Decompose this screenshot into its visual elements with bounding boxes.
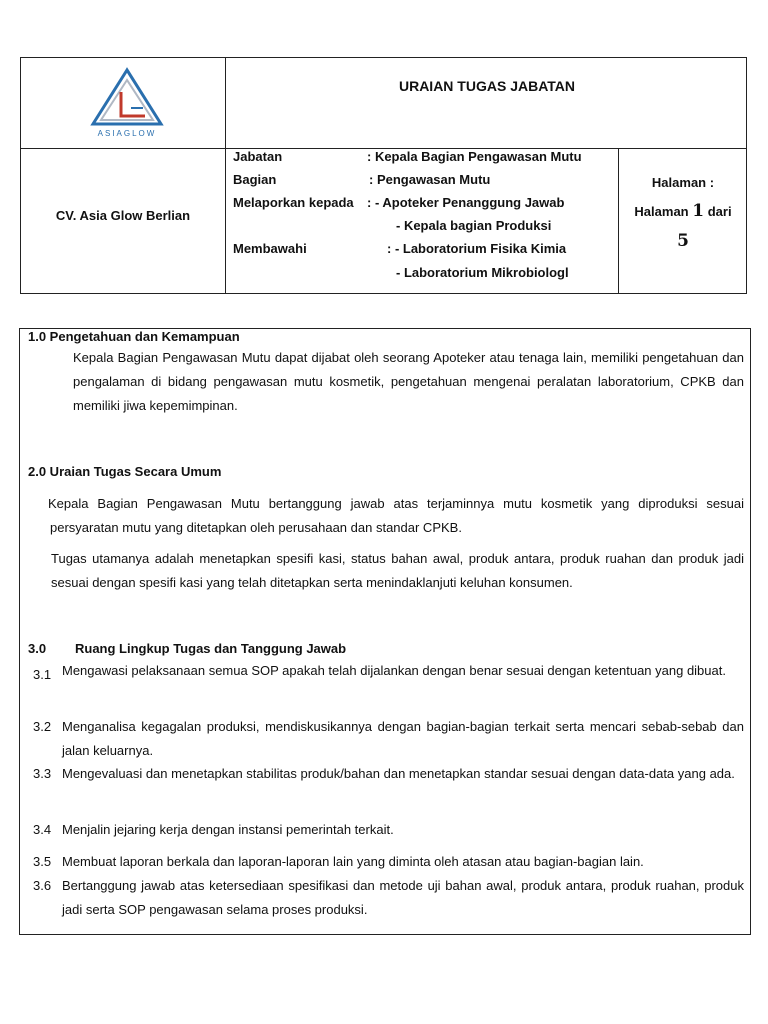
section-1-text: Kepala Bagian Pengawasan Mutu dapat dijabat oleh seorang Apoteker atau tenaga lain, memiliki pengetahuan dan pengalaman di bidang pengawasan mutu kosmetik, pengetahuan mengenai peralatan laboratorium, CPKB dan memiliki jiwa kepemimpinan. xyxy=(73,350,744,413)
jabatan-label: Jabatan xyxy=(233,149,283,164)
company-name: CV. Asia Glow Berlian xyxy=(55,208,191,223)
document-title: URAIAN TUGAS JABATAN xyxy=(398,78,576,94)
halaman-label: Halaman : xyxy=(651,175,715,190)
item-number: 3.3 xyxy=(33,766,52,781)
membawahi-value-1: : - Laboratorium Fisika Kimia xyxy=(387,241,567,256)
item-number: 3.1 xyxy=(33,667,52,682)
halaman-total: 5 xyxy=(677,231,689,251)
item-number: 3.5 xyxy=(33,854,52,869)
item-number: 3.2 xyxy=(33,719,52,734)
bagian-label: Bagian xyxy=(233,172,277,187)
list-item: Membuat laporan berkala dan laporan-laporan lain yang diminta oleh atasan atau bagian-bagian lain. xyxy=(62,854,644,869)
logo-text: ASIAGLOW xyxy=(97,129,157,138)
halaman-num: 1 xyxy=(692,201,705,221)
jabatan-value: : Kepala Bagian Pengawasan Mutu xyxy=(367,149,582,164)
section-3-number: 3.0 xyxy=(28,641,47,656)
halaman-count xyxy=(619,201,747,221)
halaman-prefix: Halaman xyxy=(634,204,689,219)
bagian-value: : Pengawasan Mutu xyxy=(369,172,491,187)
page-number-box xyxy=(619,149,747,294)
membawahi-value-2: - Laboratorium Mikrobiologl xyxy=(396,265,569,280)
section-3-title: Ruang Lingkup Tugas dan Tanggung Jawab xyxy=(75,641,347,656)
membawahi-label: Membawahi xyxy=(233,241,307,256)
melapor-value-2: - Kepala bagian Produksi xyxy=(396,218,552,233)
list-item: Bertanggung jawab atas ketersediaan spesifikasi dan metode uji bahan awal, produk antara, produk ruahan, produk jadi serta SOP pengawasan selama proses produksi. xyxy=(62,878,744,917)
item-number: 3.6 xyxy=(33,878,52,893)
melapor-label: Melaporkan kepada xyxy=(233,195,354,210)
company-logo xyxy=(87,66,167,142)
content-box xyxy=(19,328,751,935)
section-2-para-2: Tugas utamanya adalah menetapkan spesifi kasi, status bahan awal, produk antara, produk ruahan dan produk jadi sesuai dengan spesifi kasi yang telah ditetapkan serta menindaklanjuti keluhan konsumen. xyxy=(51,551,744,590)
section-1-title: 1.0 Pengetahuan dan Kemampuan xyxy=(28,329,240,344)
item-number: 3.4 xyxy=(33,822,52,837)
list-item: Mengawasi pelaksanaan semua SOP apakah telah dijalankan dengan benar sesuai dengan ketentuan yang dibuat. xyxy=(62,663,726,678)
halaman-dari: dari xyxy=(707,204,732,219)
list-item: Menganalisa kegagalan produksi, mendiskusikannya dengan bagian-bagian terkait serta mencari sebab-sebab dan jalan keluarnya. xyxy=(62,719,744,758)
header-table xyxy=(20,57,747,294)
section-2-title: 2.0 Uraian Tugas Secara Umum xyxy=(28,464,222,479)
list-item: Mengevaluasi dan menetapkan stabilitas produk/bahan dan menetapkan standar sesuai dengan data-data yang ada. xyxy=(62,766,735,781)
list-item: Menjalin jejaring kerja dengan instansi pemerintah terkait. xyxy=(62,822,394,837)
section-2-para-1: Kepala Bagian Pengawasan Mutu bertanggung jawab atas terjaminnya mutu kosmetik yang diproduksi sesuai persyaratan mutu yang ditetapkan oleh perusahaan dan standar CPKB. xyxy=(48,496,744,535)
melapor-value-1: : - Apoteker Penanggung Jawab xyxy=(367,195,565,210)
